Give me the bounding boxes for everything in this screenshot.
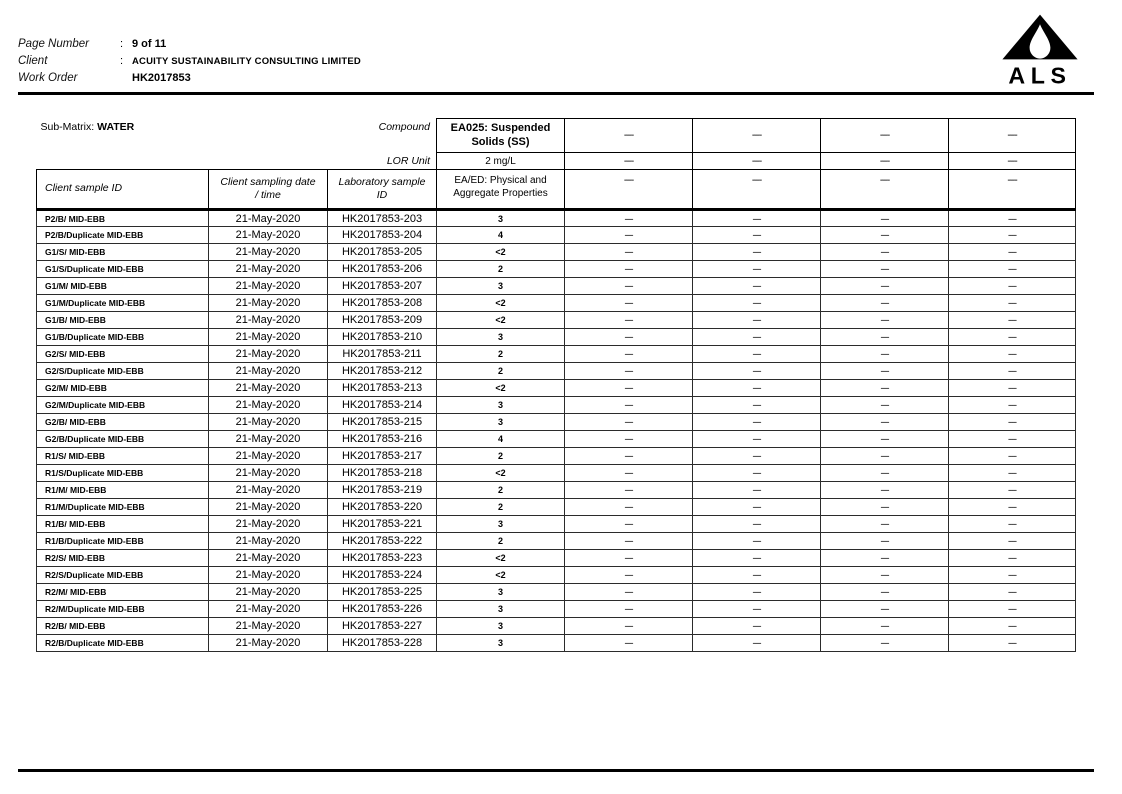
empty-result-cell: ----: [693, 278, 821, 295]
empty-result-cell: ----: [821, 312, 949, 329]
lab-sample-id-cell: HK2017853-203: [328, 210, 437, 227]
lor-empty-cell: ----: [565, 153, 693, 170]
lab-sample-id-cell: HK2017853-221: [328, 516, 437, 533]
lab-sample-id-cell: HK2017853-228: [328, 635, 437, 652]
table-row: [37, 533, 1076, 550]
sampling-date-cell: 21-May-2020: [209, 380, 328, 397]
sampling-date-cell: 21-May-2020: [209, 278, 328, 295]
sample-id-cell: R1/M/Duplicate MID-EBB: [37, 499, 209, 516]
empty-result-cell: ----: [821, 431, 949, 448]
empty-result-cell: ----: [949, 601, 1076, 618]
empty-result-cell: ----: [565, 601, 693, 618]
result-value-cell: 2: [437, 261, 565, 278]
result-value-cell: <2: [437, 380, 565, 397]
sample-id-cell: G2/S/ MID-EBB: [37, 346, 209, 363]
method-group-header: EA/ED: Physical and Aggregate Properties: [437, 170, 565, 210]
empty-result-cell: ----: [821, 567, 949, 584]
sample-id-cell: G1/S/ MID-EBB: [37, 244, 209, 261]
sample-id-cell: G1/M/Duplicate MID-EBB: [37, 295, 209, 312]
sampling-date-cell: 21-May-2020: [209, 227, 328, 244]
empty-result-cell: ----: [565, 584, 693, 601]
sampling-date-cell: 21-May-2020: [209, 244, 328, 261]
empty-result-cell: ----: [949, 448, 1076, 465]
table-row: [37, 244, 1076, 261]
table-row: [37, 516, 1076, 533]
lab-sample-id-cell: HK2017853-226: [328, 601, 437, 618]
results-table: [36, 118, 1076, 652]
empty-result-cell: ----: [949, 533, 1076, 550]
submatrix-label: Sub-Matrix: WATER: [40, 120, 135, 133]
empty-result-cell: ----: [821, 533, 949, 550]
sample-id-cell: G2/M/Duplicate MID-EBB: [37, 397, 209, 414]
lab-sample-id-header: [328, 170, 437, 210]
empty-result-cell: ----: [821, 363, 949, 380]
sampling-date-header-line1: Client sampling date: [220, 175, 316, 188]
empty-result-cell: ----: [821, 278, 949, 295]
empty-result-cell: ----: [565, 499, 693, 516]
client-sample-id-header: Client sample ID: [37, 170, 209, 210]
empty-result-cell: ----: [949, 431, 1076, 448]
sampling-date-cell: 21-May-2020: [209, 431, 328, 448]
lor-unit-label-cell: [37, 153, 437, 170]
table-row: [37, 431, 1076, 448]
lab-sample-id-cell: HK2017853-227: [328, 618, 437, 635]
result-value-cell: 2: [437, 346, 565, 363]
sampling-date-cell: 21-May-2020: [209, 465, 328, 482]
table-row: [37, 584, 1076, 601]
empty-result-cell: ----: [693, 499, 821, 516]
empty-result-cell: ----: [949, 516, 1076, 533]
empty-result-cell: ----: [821, 516, 949, 533]
method-empty-header: ----: [821, 170, 949, 210]
result-value-cell: 3: [437, 210, 565, 227]
sample-id-cell: G1/S/Duplicate MID-EBB: [37, 261, 209, 278]
empty-result-cell: ----: [693, 346, 821, 363]
empty-result-cell: ----: [693, 482, 821, 499]
client-value: ACUITY SUSTAINABILITY CONSULTING LIMITED: [132, 56, 361, 67]
empty-result-cell: ----: [693, 618, 821, 635]
empty-result-cell: ----: [821, 550, 949, 567]
sample-id-cell: R2/M/ MID-EBB: [37, 584, 209, 601]
lab-sample-id-cell: HK2017853-211: [328, 346, 437, 363]
client-label: Client: [18, 55, 48, 67]
lab-sample-id-cell: HK2017853-214: [328, 397, 437, 414]
result-value-cell: 3: [437, 278, 565, 295]
empty-result-cell: ----: [693, 227, 821, 244]
sample-id-cell: R1/S/ MID-EBB: [37, 448, 209, 465]
lab-sample-id-cell: HK2017853-212: [328, 363, 437, 380]
empty-result-cell: ----: [821, 601, 949, 618]
compound-empty-cell: ----: [693, 119, 821, 153]
empty-result-cell: ----: [565, 482, 693, 499]
page-number-value: 9 of 11: [132, 38, 167, 50]
table-row: [37, 448, 1076, 465]
lab-sample-id-cell: HK2017853-219: [328, 482, 437, 499]
empty-result-cell: ----: [565, 516, 693, 533]
lab-sample-id-cell: HK2017853-222: [328, 533, 437, 550]
empty-result-cell: ----: [565, 448, 693, 465]
result-value-cell: <2: [437, 312, 565, 329]
empty-result-cell: ----: [949, 550, 1076, 567]
empty-result-cell: ----: [693, 431, 821, 448]
table-row: [37, 567, 1076, 584]
empty-result-cell: ----: [565, 414, 693, 431]
empty-result-cell: ----: [693, 414, 821, 431]
footer-divider-rule: [18, 769, 1094, 772]
empty-result-cell: ----: [949, 363, 1076, 380]
empty-result-cell: ----: [821, 227, 949, 244]
empty-result-cell: ----: [821, 397, 949, 414]
sample-id-cell: G2/S/Duplicate MID-EBB: [37, 363, 209, 380]
lab-sample-header-line2: ID: [376, 189, 388, 201]
empty-result-cell: ----: [693, 635, 821, 652]
compound-name-cell: EA025: Suspended Solids (SS): [437, 119, 565, 153]
empty-result-cell: ----: [821, 210, 949, 227]
empty-result-cell: ----: [693, 533, 821, 550]
empty-result-cell: ----: [565, 431, 693, 448]
sample-id-cell: G1/B/ MID-EBB: [37, 312, 209, 329]
submatrix-compound-cell: [37, 119, 437, 153]
sampling-date-header: [209, 170, 328, 210]
empty-result-cell: ----: [565, 380, 693, 397]
result-value-cell: 4: [437, 227, 565, 244]
sample-id-cell: G2/M/ MID-EBB: [37, 380, 209, 397]
page-number-label: Page Number: [18, 38, 89, 50]
lab-sample-id-cell: HK2017853-218: [328, 465, 437, 482]
sample-id-cell: G2/B/ MID-EBB: [37, 414, 209, 431]
empty-result-cell: ----: [821, 635, 949, 652]
sample-id-cell: R1/M/ MID-EBB: [37, 482, 209, 499]
empty-result-cell: ----: [693, 567, 821, 584]
empty-result-cell: ----: [693, 210, 821, 227]
lor-empty-cell: ----: [949, 153, 1076, 170]
lor-unit-value-cell: 2 mg/L: [437, 153, 565, 170]
empty-result-cell: ----: [565, 227, 693, 244]
als-logo-icon: [1000, 12, 1080, 86]
sample-id-cell: R2/M/Duplicate MID-EBB: [37, 601, 209, 618]
lab-sample-id-cell: HK2017853-216: [328, 431, 437, 448]
table-row: [37, 346, 1076, 363]
lor-unit-row: [37, 153, 1076, 170]
empty-result-cell: ----: [693, 312, 821, 329]
page-number-colon: :: [120, 38, 124, 50]
result-value-cell: 2: [437, 363, 565, 380]
empty-result-cell: ----: [949, 329, 1076, 346]
empty-result-cell: ----: [949, 567, 1076, 584]
result-value-cell: 2: [437, 482, 565, 499]
result-value-cell: 3: [437, 397, 565, 414]
empty-result-cell: ----: [949, 414, 1076, 431]
empty-result-cell: ----: [949, 210, 1076, 227]
empty-result-cell: ----: [949, 635, 1076, 652]
result-value-cell: 3: [437, 601, 565, 618]
table-row: [37, 380, 1076, 397]
result-value-cell: 4: [437, 431, 565, 448]
empty-result-cell: ----: [821, 448, 949, 465]
work-order-row: [18, 72, 361, 89]
result-value-cell: 3: [437, 635, 565, 652]
empty-result-cell: ----: [565, 635, 693, 652]
lor-empty-cell: ----: [693, 153, 821, 170]
table-row: [37, 635, 1076, 652]
empty-result-cell: ----: [949, 278, 1076, 295]
empty-result-cell: ----: [693, 397, 821, 414]
column-header-row: [37, 170, 1076, 210]
sampling-date-cell: 21-May-2020: [209, 567, 328, 584]
table-row: [37, 312, 1076, 329]
header-divider-rule: [18, 92, 1094, 95]
table-row: [37, 329, 1076, 346]
empty-result-cell: ----: [565, 465, 693, 482]
empty-result-cell: ----: [821, 584, 949, 601]
table-row: [37, 227, 1076, 244]
page-number-row: [18, 38, 361, 55]
empty-result-cell: ----: [565, 261, 693, 278]
sampling-date-cell: 21-May-2020: [209, 346, 328, 363]
result-value-cell: <2: [437, 567, 565, 584]
empty-result-cell: ----: [565, 533, 693, 550]
empty-result-cell: ----: [565, 550, 693, 567]
sample-id-cell: R1/B/Duplicate MID-EBB: [37, 533, 209, 550]
result-value-cell: 2: [437, 533, 565, 550]
result-value-cell: <2: [437, 244, 565, 261]
lab-sample-id-cell: HK2017853-206: [328, 261, 437, 278]
empty-result-cell: ----: [949, 244, 1076, 261]
lor-unit-label: LOR Unit: [386, 154, 430, 167]
empty-result-cell: ----: [693, 516, 821, 533]
empty-result-cell: ----: [693, 363, 821, 380]
lab-sample-id-cell: HK2017853-220: [328, 499, 437, 516]
empty-result-cell: ----: [565, 312, 693, 329]
lab-sample-id-cell: HK2017853-207: [328, 278, 437, 295]
lab-sample-id-cell: HK2017853-210: [328, 329, 437, 346]
empty-result-cell: ----: [693, 329, 821, 346]
lab-sample-id-cell: HK2017853-204: [328, 227, 437, 244]
table-row: [37, 618, 1076, 635]
empty-result-cell: ----: [693, 550, 821, 567]
sampling-date-cell: 21-May-2020: [209, 584, 328, 601]
empty-result-cell: ----: [565, 397, 693, 414]
sample-id-cell: P2/B/Duplicate MID-EBB: [37, 227, 209, 244]
empty-result-cell: ----: [693, 380, 821, 397]
sampling-date-cell: 21-May-2020: [209, 516, 328, 533]
table-row: [37, 499, 1076, 516]
result-value-cell: 2: [437, 448, 565, 465]
sampling-date-cell: 21-May-2020: [209, 482, 328, 499]
empty-result-cell: ----: [949, 261, 1076, 278]
compound-empty-cell: ----: [949, 119, 1076, 153]
svg-text:ALS: ALS: [1008, 62, 1072, 86]
lab-sample-header-line1: Laboratory sample: [338, 175, 426, 188]
sample-id-cell: G2/B/Duplicate MID-EBB: [37, 431, 209, 448]
client-colon: :: [120, 55, 124, 67]
work-order-label: Work Order: [18, 72, 78, 84]
empty-result-cell: ----: [949, 584, 1076, 601]
empty-result-cell: ----: [949, 499, 1076, 516]
lab-sample-id-cell: HK2017853-223: [328, 550, 437, 567]
lab-sample-id-cell: HK2017853-209: [328, 312, 437, 329]
client-row: [18, 55, 361, 72]
sampling-date-cell: 21-May-2020: [209, 601, 328, 618]
compound-empty-cell: ----: [565, 119, 693, 153]
empty-result-cell: ----: [565, 329, 693, 346]
sampling-date-cell: 21-May-2020: [209, 295, 328, 312]
result-value-cell: 3: [437, 584, 565, 601]
empty-result-cell: ----: [949, 295, 1076, 312]
sampling-date-cell: 21-May-2020: [209, 261, 328, 278]
method-empty-header: ----: [949, 170, 1076, 210]
empty-result-cell: ----: [565, 346, 693, 363]
empty-result-cell: ----: [949, 618, 1076, 635]
sample-id-cell: G1/M/ MID-EBB: [37, 278, 209, 295]
lor-empty-cell: ----: [821, 153, 949, 170]
empty-result-cell: ----: [821, 465, 949, 482]
table-row: [37, 363, 1076, 380]
sample-id-cell: R2/B/ MID-EBB: [37, 618, 209, 635]
method-empty-header: ----: [693, 170, 821, 210]
empty-result-cell: ----: [693, 448, 821, 465]
empty-result-cell: ----: [821, 261, 949, 278]
empty-result-cell: ----: [693, 244, 821, 261]
empty-result-cell: ----: [693, 601, 821, 618]
compound-header-row: [37, 119, 1076, 153]
table-row: [37, 414, 1076, 431]
lab-sample-id-cell: HK2017853-213: [328, 380, 437, 397]
sample-id-cell: R2/B/Duplicate MID-EBB: [37, 635, 209, 652]
empty-result-cell: ----: [565, 618, 693, 635]
empty-result-cell: ----: [565, 567, 693, 584]
work-order-value: HK2017853: [132, 72, 191, 84]
empty-result-cell: ----: [949, 312, 1076, 329]
sample-id-cell: R2/S/ MID-EBB: [37, 550, 209, 567]
empty-result-cell: ----: [949, 380, 1076, 397]
result-value-cell: 3: [437, 414, 565, 431]
table-row: [37, 295, 1076, 312]
sampling-date-cell: 21-May-2020: [209, 533, 328, 550]
sampling-date-cell: 21-May-2020: [209, 397, 328, 414]
method-empty-header: ----: [565, 170, 693, 210]
empty-result-cell: ----: [821, 295, 949, 312]
table-row: [37, 261, 1076, 278]
lab-sample-id-cell: HK2017853-215: [328, 414, 437, 431]
lab-sample-id-cell: HK2017853-208: [328, 295, 437, 312]
sampling-date-cell: 21-May-2020: [209, 363, 328, 380]
empty-result-cell: ----: [821, 482, 949, 499]
table-row: [37, 465, 1076, 482]
lab-sample-id-cell: HK2017853-205: [328, 244, 437, 261]
als-logo: [1000, 12, 1080, 91]
sample-id-cell: R1/S/Duplicate MID-EBB: [37, 465, 209, 482]
table-row: [37, 601, 1076, 618]
sampling-date-cell: 21-May-2020: [209, 550, 328, 567]
empty-result-cell: ----: [565, 244, 693, 261]
result-value-cell: 3: [437, 516, 565, 533]
empty-result-cell: ----: [821, 244, 949, 261]
empty-result-cell: ----: [821, 414, 949, 431]
result-value-cell: 3: [437, 329, 565, 346]
empty-result-cell: ----: [949, 482, 1076, 499]
empty-result-cell: ----: [821, 618, 949, 635]
sampling-date-cell: 21-May-2020: [209, 448, 328, 465]
sample-id-cell: G1/B/Duplicate MID-EBB: [37, 329, 209, 346]
results-tbody: [37, 210, 1076, 652]
empty-result-cell: ----: [949, 465, 1076, 482]
empty-result-cell: ----: [565, 278, 693, 295]
sampling-date-header-line2: / time: [255, 189, 281, 201]
empty-result-cell: ----: [565, 295, 693, 312]
table-row: [37, 397, 1076, 414]
empty-result-cell: ----: [821, 380, 949, 397]
empty-result-cell: ----: [693, 295, 821, 312]
table-row: [37, 550, 1076, 567]
empty-result-cell: ----: [821, 499, 949, 516]
empty-result-cell: ----: [693, 261, 821, 278]
results-table-area: [36, 118, 1076, 652]
result-value-cell: <2: [437, 465, 565, 482]
sampling-date-cell: 21-May-2020: [209, 635, 328, 652]
empty-result-cell: ----: [821, 329, 949, 346]
table-row: [37, 210, 1076, 227]
result-value-cell: 3: [437, 618, 565, 635]
sample-id-cell: R1/B/ MID-EBB: [37, 516, 209, 533]
empty-result-cell: ----: [565, 210, 693, 227]
table-row: [37, 482, 1076, 499]
result-value-cell: <2: [437, 550, 565, 567]
sample-id-cell: R2/S/Duplicate MID-EBB: [37, 567, 209, 584]
empty-result-cell: ----: [949, 346, 1076, 363]
report-header: [18, 38, 361, 89]
sampling-date-cell: 21-May-2020: [209, 312, 328, 329]
compound-empty-cell: ----: [821, 119, 949, 153]
empty-result-cell: ----: [693, 465, 821, 482]
empty-result-cell: ----: [821, 346, 949, 363]
lab-sample-id-cell: HK2017853-224: [328, 567, 437, 584]
empty-result-cell: ----: [565, 363, 693, 380]
sampling-date-cell: 21-May-2020: [209, 499, 328, 516]
table-row: [37, 278, 1076, 295]
lab-sample-id-cell: HK2017853-225: [328, 584, 437, 601]
sampling-date-cell: 21-May-2020: [209, 618, 328, 635]
compound-label: Compound: [378, 120, 430, 133]
empty-result-cell: ----: [693, 584, 821, 601]
result-value-cell: 2: [437, 499, 565, 516]
empty-result-cell: ----: [949, 397, 1076, 414]
sampling-date-cell: 21-May-2020: [209, 414, 328, 431]
sampling-date-cell: 21-May-2020: [209, 329, 328, 346]
empty-result-cell: ----: [949, 227, 1076, 244]
lab-sample-id-cell: HK2017853-217: [328, 448, 437, 465]
sample-id-cell: P2/B/ MID-EBB: [37, 210, 209, 227]
sampling-date-cell: 21-May-2020: [209, 210, 328, 227]
result-value-cell: <2: [437, 295, 565, 312]
